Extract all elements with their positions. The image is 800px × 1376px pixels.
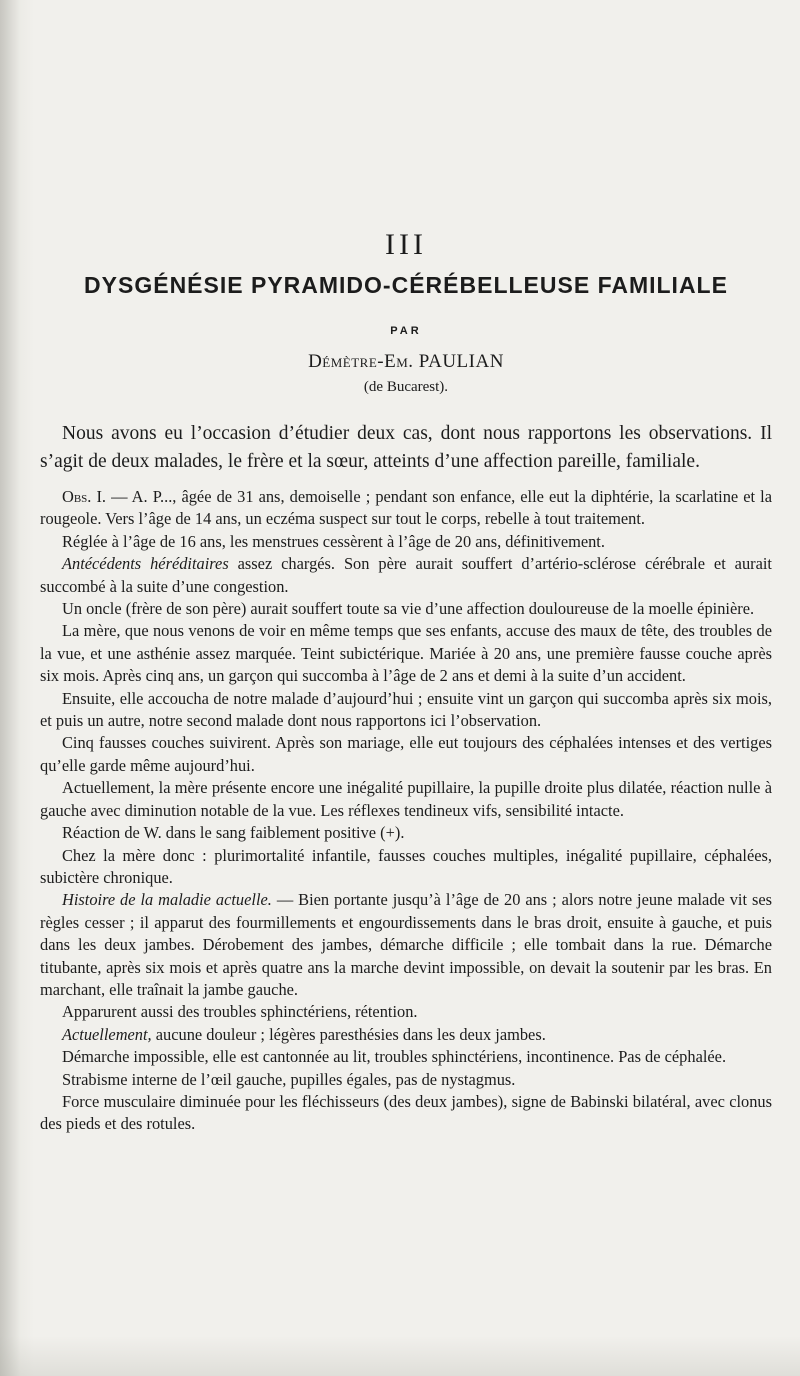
obs-paragraph-14: Démarche impossible, elle est cantonnée au lit, troubles sphinctériens, incontinence. Pas de céphalée. bbox=[62, 1047, 727, 1067]
page-shadow-left bbox=[0, 0, 34, 1376]
obs-paragraph-8: Actuellement, la mère présente encore une inégalité pupillaire, la pupille droite plus dilatée, réaction nulle à gauche avec diminution notable de la vue. Les réflexes tendineux vifs, sensibilité intacte. bbox=[40, 778, 772, 820]
chapter-number: III bbox=[385, 228, 427, 261]
author-name bbox=[40, 351, 772, 373]
obs-paragraph-7: Cinq fausses couches suivirent. Après son mariage, elle eut toujours des céphalées intenses et des vertiges qu’elle garde même aujourd’hui. bbox=[40, 733, 772, 775]
obs-paragraph-4: Un oncle (frère de son père) aurait souffert toute sa vie d’une affection douloureuse de la moelle épinière. bbox=[62, 599, 755, 619]
obs-paragraph-13 bbox=[40, 1024, 772, 1046]
obs-paragraph-6: Ensuite, elle accoucha de notre malade d’aujourd’hui ; ensuite vint un garçon qui succomba après six mois, et puis un autre, notre second malade dont nous rapportons ici l’observation. bbox=[40, 688, 772, 731]
obs-paragraph-3-text: assez chargés. Son père aurait souffert d’artério-sclérose cérébrale et aurait succombé à la suite d’une congestion. bbox=[40, 554, 772, 596]
obs-paragraph-11-text: — Bien portante jusqu’à l’âge de 20 ans ; alors notre jeune malade vit ses règles cesser ; il apparut des fourmillements et engourdissements dans le bras droit, ensuite à gauche, et puis dans les deux jambes. Dérobement des jambes, démarche difficile ; elle tombait dans la rue. Démarche titubante, après six mois et après quatre ans la marche devint impossible, on devait la soutenir par les bras. En marchant, elle traînait la jambe gauche. bbox=[40, 890, 772, 999]
author-affiliation: (de Bucarest). bbox=[363, 379, 449, 395]
obs-paragraph-11 bbox=[40, 889, 772, 1001]
obs-paragraph-3 bbox=[40, 553, 772, 598]
obs-paragraph-1 bbox=[40, 486, 772, 531]
obs-paragraph-10: Chez la mère donc : plurimortalité infantile, fausses couches multiples, inégalité pupillaire, céphalées, subictère chronique. bbox=[40, 845, 772, 887]
article-title: DYSGÉNÉSIE PYRAMIDO-CÉRÉBELLEUSE FAMILIALE bbox=[84, 272, 728, 298]
obs-label: Obs. I. bbox=[62, 487, 107, 506]
obs-paragraph-16: Force musculaire diminuée pour les fléchisseurs (des deux jambes), signe de Babinski bilatéral, avec clonus des pieds et des rotules. bbox=[40, 1091, 772, 1134]
intro-paragraph: Nous avons eu l’occasion d’étudier deux cas, dont nous rapportons les observations. Il s’agit de deux malades, le frère et la sœur, atteints d’une affection pareille, familiale. bbox=[40, 423, 772, 472]
author-given-name: Démètre-Em. bbox=[308, 351, 414, 372]
page-shadow-bottom bbox=[0, 1336, 800, 1376]
current-label: Actuellement, bbox=[62, 1024, 152, 1044]
intro-section bbox=[40, 420, 772, 476]
obs-paragraph-12: Apparurent aussi des troubles sphinctériens, rétention. bbox=[62, 1002, 418, 1022]
observation-section bbox=[40, 486, 772, 1136]
obs-paragraph-2: Réglée à l’âge de 16 ans, les menstrues cessèrent à l’âge de 20 ans, définitivement. bbox=[62, 531, 605, 551]
obs-paragraph-13-text: aucune douleur ; légères paresthésies dans les deux jambes. bbox=[151, 1024, 546, 1044]
obs-paragraph-15: Strabisme interne de l’œil gauche, pupilles égales, pas de nystagmus. bbox=[62, 1069, 516, 1089]
by-label: PAR bbox=[390, 325, 422, 337]
history-label: Histoire de la maladie actuelle. bbox=[62, 890, 272, 910]
obs-paragraph-9: Réaction de W. dans le sang faiblement positive (+). bbox=[62, 823, 405, 843]
page-content bbox=[40, 228, 772, 1136]
heredity-label: Antécédents héréditaires bbox=[62, 554, 229, 574]
obs-paragraph-5: La mère, que nous venons de voir en même temps que ses enfants, accuse des maux de tête, des troubles de la vue, et une asthénie assez marquée. Teint subictérique. Mariée à 20 ans, une première fausse couche après six mois. Après cinq ans, un garçon qui succomba à l’âge de 2 ans et demi à la suite d’un accident. bbox=[40, 621, 772, 686]
author-family-name: PAULIAN bbox=[418, 351, 504, 372]
obs-paragraph-1-text: — A. P..., âgée de 31 ans, demoiselle ; pendant son enfance, elle eut la diphtérie, la scarlatine et la rougeole. Vers l’âge de 14 ans, un eczéma suspect sur tout le corps, rebelle à tout traitement. bbox=[40, 487, 772, 529]
